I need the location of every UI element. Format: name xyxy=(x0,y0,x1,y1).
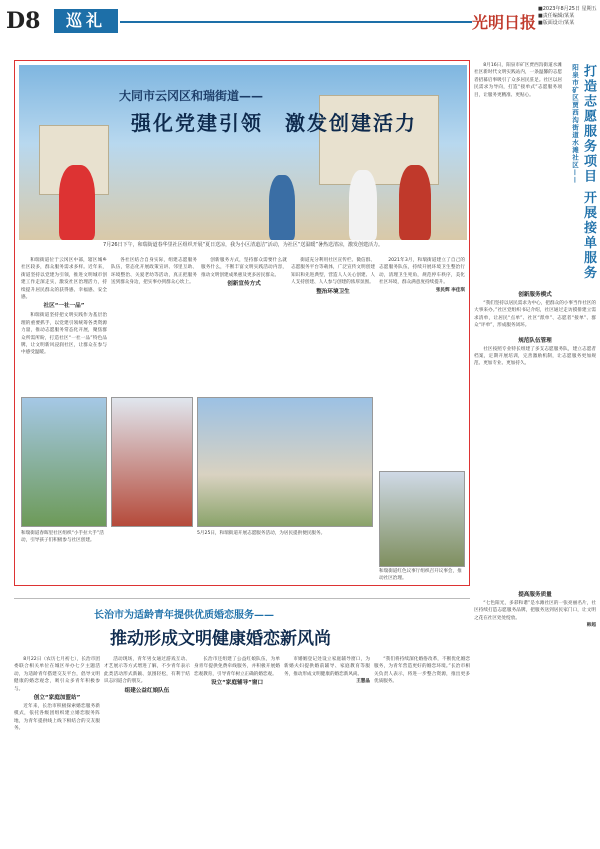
subheading: 社区“一社一品” xyxy=(43,303,85,310)
paragraph: 社区按照专业特长组建了多支志愿服务队，建立志愿者档案，定期开展培训，完善激励机制，让志愿服务更加规范、更加专业、更加持久。 xyxy=(474,346,596,367)
meta-editor: ■责任编辑/某某 xyxy=(538,13,575,19)
paragraph: “我们将持续深化婚俗改革，不断优化婚恋服务，为青年营造更好的婚恋环境。”长治市相关负责人表示，将进一步整合资源，推出更多优质服务。 xyxy=(374,657,470,685)
resident-figure xyxy=(269,175,295,240)
masthead xyxy=(0,0,600,44)
subheading: 创立“家庭加盟站” xyxy=(33,695,81,702)
right-col-body xyxy=(474,290,596,590)
paragraph: 各社区结合自身实际，组建志愿服务队伍，常态化开展政策宣讲、邻里互助、环境整治、关爱老幼等活动，真正把服务送到群众身边，把实事办到群众心坎上。 xyxy=(111,258,197,286)
volunteer-figure xyxy=(59,165,95,240)
meta-designer: ■版面设计/某某 xyxy=(538,20,575,26)
resident-figure xyxy=(349,170,377,240)
subheading: 组建公益红娘队伍 xyxy=(124,687,170,694)
bottom-col-3 xyxy=(194,656,280,846)
photo-activity xyxy=(111,397,193,527)
feature-article xyxy=(14,60,470,586)
photo-caption: 5月25日，和瑞街道开展志愿服务活动，为居民提供便民服务。 xyxy=(197,531,326,536)
paragraph: “七色阳光，多彩和谐”是水滩社区的一张亮丽名片，社区持续打造志愿服务品牌，把服务送到居民家门口，让文明之花在社区处处绽放。 xyxy=(474,601,596,621)
photo-children xyxy=(21,397,107,527)
paragraph: 和瑞街道位于云冈区中部，辖区城乡社区较多，群众服务需求多样。近年来，街道坚持以党建为引领，推进文明城市创建工作走深走实，激发社区治理活力，持续提升居民群众的获得感、幸福感、安全感。 xyxy=(21,258,107,301)
meta-date: ■2023年8月25日 星期五 xyxy=(538,6,597,12)
section-rule xyxy=(120,21,472,23)
bottom-col-5 xyxy=(374,656,470,846)
newspaper-logo: 光明日报 xyxy=(472,13,537,32)
paragraph: 近年来，长治市积极探索婚恋服务新模式，依托各级团组织建立婚恋服务阵地，为青年提供线上线下相结合的交友服务。 xyxy=(14,704,100,732)
subheading: 规范队伍管理 xyxy=(518,337,552,344)
photo-caption: 和瑞街道春晖里社区组织“小手拉大手”活动，引导孩子们积极参与社区创建。 xyxy=(21,531,104,543)
bottom-col-2 xyxy=(104,656,190,846)
paragraph: 活动现场，青年男女通过游戏互动、才艺展示等方式增进了解，不少青年表示此类活动形式新颖、氛围轻松，有利于结识志同道合的朋友。 xyxy=(104,657,190,685)
volunteer-figure xyxy=(399,165,431,240)
subheading: 创新宣传方式 xyxy=(227,281,261,288)
bottom-col-1 xyxy=(14,656,100,846)
hero-photo xyxy=(19,65,467,240)
feature-subtitle: 大同市云冈区和瑞街道—— xyxy=(119,89,264,103)
subheading: 设立“家庭辅导”窗口 xyxy=(210,680,264,687)
right-article xyxy=(474,60,598,849)
feature-col-3 xyxy=(201,257,287,393)
paragraph: 8月16日，阳泉市矿区贾西沟街道水滩社区新时代文明实践站内，一条温馨的志愿者招募启事吸引了众多居民驻足。社区以居民需求为导向，打造“接单式”志愿服务项目，让服务更精准、更贴心。 xyxy=(474,63,562,98)
masthead-meta xyxy=(538,6,597,27)
photo-meeting xyxy=(379,471,465,567)
paragraph: 长治市还组建了公益红娘队伍，为单身青年提供免费牵线服务，并积极开展婚恋观教育，引导青年树立正确的婚恋观。 xyxy=(194,657,280,677)
subheading: 创新服务模式 xyxy=(518,292,552,298)
page-number: D8 xyxy=(6,8,41,34)
bottom-title: 推动形成文明健康婚恋新风尚 xyxy=(110,629,331,649)
subheading: 整治环境卫生 xyxy=(316,288,350,295)
byline: 张民辉 李佳琪 xyxy=(435,287,465,293)
paragraph: 8月22日（农历七月初七），长治市团委联合相关单位在城区举办七夕主题活动，为适龄青年搭建交友平台，倡导文明健康的婚恋观念，吸引众多青年积极参与。 xyxy=(14,657,100,692)
paragraph: 创新服务方式，坚持群众需要什么就服务什么，不断丰富文明实践活动内容，推动文明创建成果惠及更多居民群众。 xyxy=(201,258,287,278)
paragraph: 街道充分利用社区宣传栏、微信群、志愿服务平台等载体，广泛宣传文明创建知识和先进典型，营造人人关心创建、人人支持创建、人人参与创建的浓厚氛围。 xyxy=(291,258,375,286)
feature-col-4 xyxy=(291,257,375,393)
paragraph: 市婚姻登记处设立家庭辅导窗口，为新婚夫妇提供婚前辅导、家庭教育等服务，推动形成文明健康的婚恋新风尚。 xyxy=(284,657,370,677)
right-headline xyxy=(566,62,598,282)
bottom-subtitle: 长治市为适龄青年提供优质婚恋服务—— xyxy=(94,610,274,621)
right-title: 打造志愿服务项目 开展接单服务 xyxy=(581,64,596,281)
hero-caption: 7月26日下午，和瑞街道春华里社区组织开展“夏日送凉，我为小区清道洁”活动，为社区“送温暖”暑热送清凉，激发创建活力。 xyxy=(103,242,383,248)
byline: 王慧晶 xyxy=(356,679,370,685)
divider xyxy=(14,598,470,599)
feature-col-1 xyxy=(21,257,107,393)
right-col-bottom xyxy=(474,590,596,846)
paragraph: 和瑞街道坚持把文明实践作为基层治理的重要抓手，以党建引领统筹各类资源力量，推动志愿服务常态化开展，聚焦群众所需所盼，打造社区“一社一品”特色品牌，让文明新风浸润社区，让群众在参与中感受温暖。 xyxy=(21,313,107,356)
photo-caption: 和瑞街道红色议事厅组织召开议事会，推动社区治理。 xyxy=(379,569,462,581)
right-col-top xyxy=(474,62,562,286)
right-subtitle: 阳泉市矿区贾西沟街道水滩社区—— xyxy=(571,64,579,184)
paragraph: 2021年3月，和瑞街道建立了自己的志愿服务队伍，持续开展环境卫生整治行动，清理卫生死角，规范停车秩序，美化社区环境，群众满意度持续提升。 xyxy=(379,258,465,286)
bottom-col-4 xyxy=(284,656,370,846)
feature-col-2 xyxy=(111,257,197,393)
section-title: 巡礼 xyxy=(54,9,118,33)
feature-title: 强化党建引领 激发创建活力 xyxy=(131,111,417,135)
paragraph: “我们坚持以居民需求为中心，把群众的小事当作社区的大事来办。”社区党组织书记介绍，社区通过走访摸排建立需求清单，让居民“点单”、社区“派单”、志愿者“接单”、群众“评单”，形成服务闭环。 xyxy=(474,301,596,329)
photo-service xyxy=(197,397,373,527)
feature-col-5 xyxy=(379,257,465,467)
byline: 韩超 xyxy=(586,623,596,629)
subheading: 提高服务质量 xyxy=(518,592,552,598)
